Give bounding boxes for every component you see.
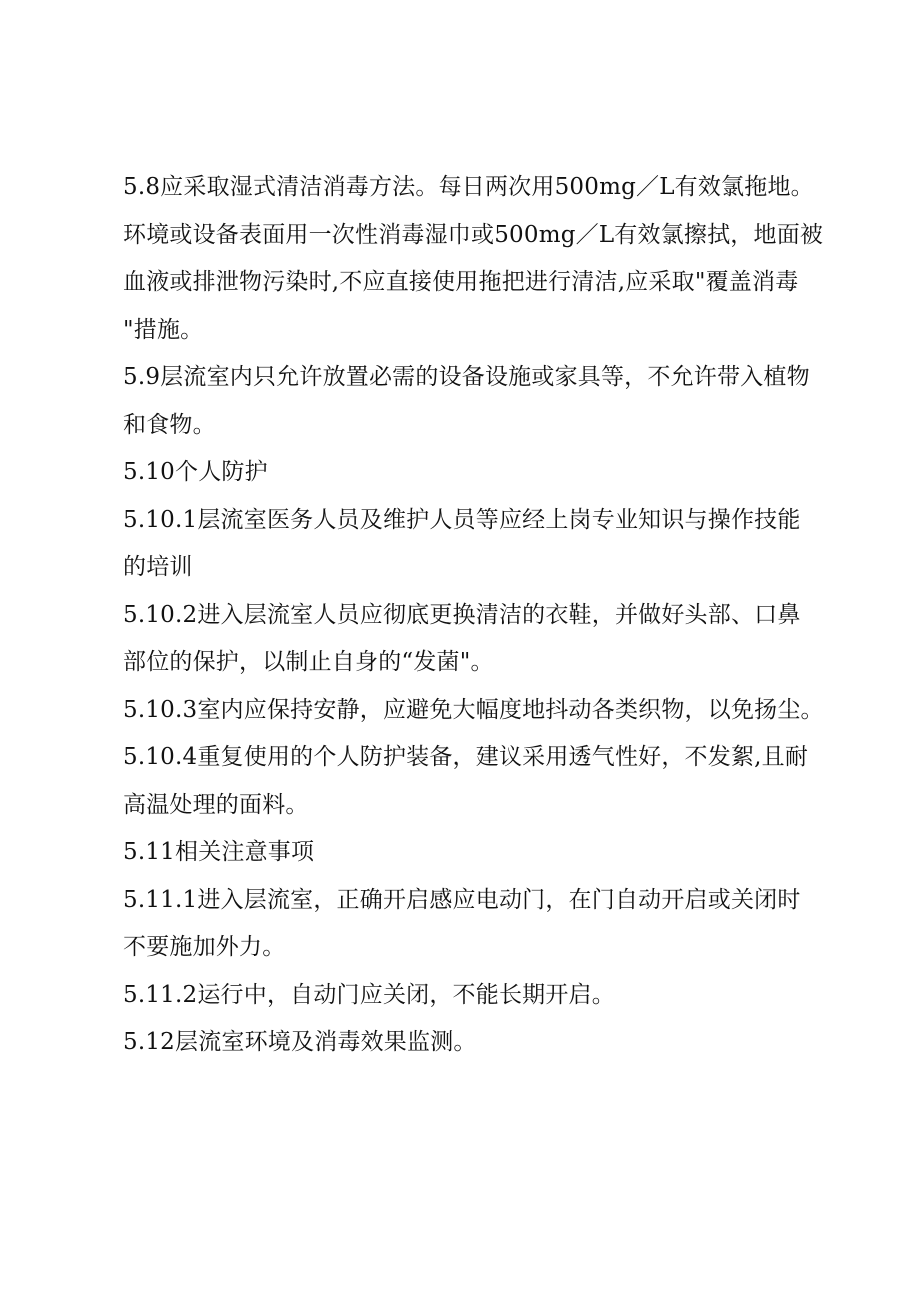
text-line: 血液或排泄物污染时,不应直接使用拖把进行清洁,应采取"覆盖消毒 bbox=[123, 269, 799, 295]
text-line: 部位的保护，以制止自身的“发菌"。 bbox=[123, 649, 494, 675]
text-line: 5.11.1进入层流室，正确开启感应电动门，在门自动开启或关闭时 bbox=[123, 886, 801, 913]
text-line: 5.11.2运行中，自动门应关闭，不能长期开启。 bbox=[123, 981, 615, 1008]
text-line: 5.10.3室内应保持安静，应避免大幅度地抖动各类织物，以免扬尘。 bbox=[123, 696, 824, 723]
section-heading: 5.12层流室环境及消毒效果监测。 bbox=[123, 1029, 477, 1055]
section-heading: 5.10个人防护 bbox=[123, 459, 268, 485]
text-line: 环境或设备表面用一次性消毒湿巾或500mg／L有效氯擦拭，地面被 bbox=[123, 221, 824, 248]
document-body bbox=[123, 164, 823, 1067]
text-line: 5.9层流室内只允许放置必需的设备设施或家具等，不允许带入植物 bbox=[123, 364, 810, 390]
text-line: 高温处理的面料。 bbox=[123, 791, 309, 818]
text-line: 不要施加外力。 bbox=[123, 934, 286, 960]
text-line: 的培训 bbox=[123, 554, 193, 580]
section-heading: 5.11相关注意事项 bbox=[123, 839, 315, 865]
text-line: 5.10.2进入层流室人员应彻底更换清洁的衣鞋，并做好头部、口鼻 bbox=[123, 601, 801, 628]
text-line: 5.10.1层流室医务人员及维护人员等应经上岗专业知识与操作技能 bbox=[123, 506, 801, 533]
text-line: "措施。 bbox=[123, 316, 204, 343]
text-line: 5.10.4重复使用的个人防护装备，建议采用透气性好，不发絮,且耐 bbox=[123, 744, 809, 770]
text-line: 和食物。 bbox=[123, 411, 216, 438]
text-line: 5.8应采取湿式清洁消毒方法。每日两次用500mg／L有效氯拖地。 bbox=[123, 174, 814, 200]
